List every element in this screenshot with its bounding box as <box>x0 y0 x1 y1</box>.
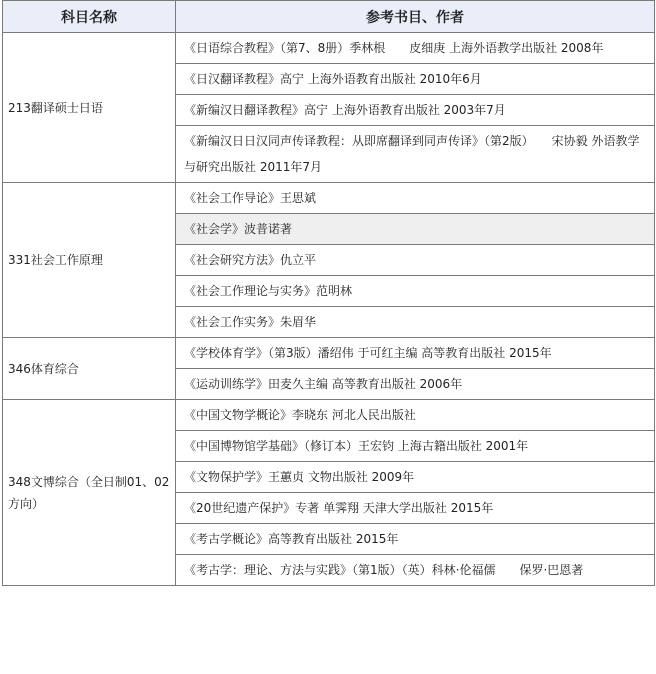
book-cell: 《新编汉日翻译教程》高宁 上海外语教育出版社 2003年7月 <box>176 95 655 126</box>
table-row <box>3 183 655 214</box>
book-cell: 《社会工作理论与实务》范明林 <box>176 276 655 307</box>
table-header-row <box>3 1 655 33</box>
table-row <box>3 33 655 64</box>
book-cell: 《20世纪遗产保护》专著 单霁翔 天津大学出版社 2015年 <box>176 493 655 524</box>
subject-column-header: 科目名称 <box>3 1 176 33</box>
book-cell: 《考古学：理论、方法与实践》（第1版）（英）科林·伦福儒 保罗·巴恩著 <box>176 555 655 586</box>
book-cell: 《日汉翻译教程》高宁 上海外语教育出版社 2010年6月 <box>176 64 655 95</box>
table-row <box>3 338 655 369</box>
book-cell: 《运动训练学》田麦久主编 高等教育出版社 2006年 <box>176 369 655 400</box>
book-cell: 《社会研究方法》仇立平 <box>176 245 655 276</box>
book-cell: 《日语综合教程》（第7、8册）季林根 皮细庚 上海外语教学出版社 2008年 <box>176 33 655 64</box>
subject-cell: 348文博综合（全日制01、02方向） <box>3 400 176 586</box>
subject-cell: 331社会工作原理 <box>3 183 176 338</box>
book-cell: 《社会工作导论》王思斌 <box>176 183 655 214</box>
book-cell: 《社会学》波普诺著 <box>176 214 655 245</box>
table-row <box>3 400 655 431</box>
books-column-header: 参考书目、作者 <box>176 1 655 33</box>
book-cell: 《新编汉日日汉同声传译教程：从即席翻译到同声传译》（第2版） 宋协毅 外语教学与研究出版社 2011年7月 <box>176 126 655 183</box>
book-cell: 《文物保护学》王蕙贞 文物出版社 2009年 <box>176 462 655 493</box>
book-cell: 《考古学概论》高等教育出版社 2015年 <box>176 524 655 555</box>
book-cell: 《社会工作实务》朱眉华 <box>176 307 655 338</box>
book-cell: 《中国文物学概论》李晓东 河北人民出版社 <box>176 400 655 431</box>
subject-cell: 213翻译硕士日语 <box>3 33 176 183</box>
subject-cell: 346体育综合 <box>3 338 176 400</box>
book-cell: 《中国博物馆学基础》（修订本）王宏钧 上海古籍出版社 2001年 <box>176 431 655 462</box>
reference-book-table <box>2 0 655 586</box>
book-cell: 《学校体育学》（第3版）潘绍伟 于可红主编 高等教育出版社 2015年 <box>176 338 655 369</box>
